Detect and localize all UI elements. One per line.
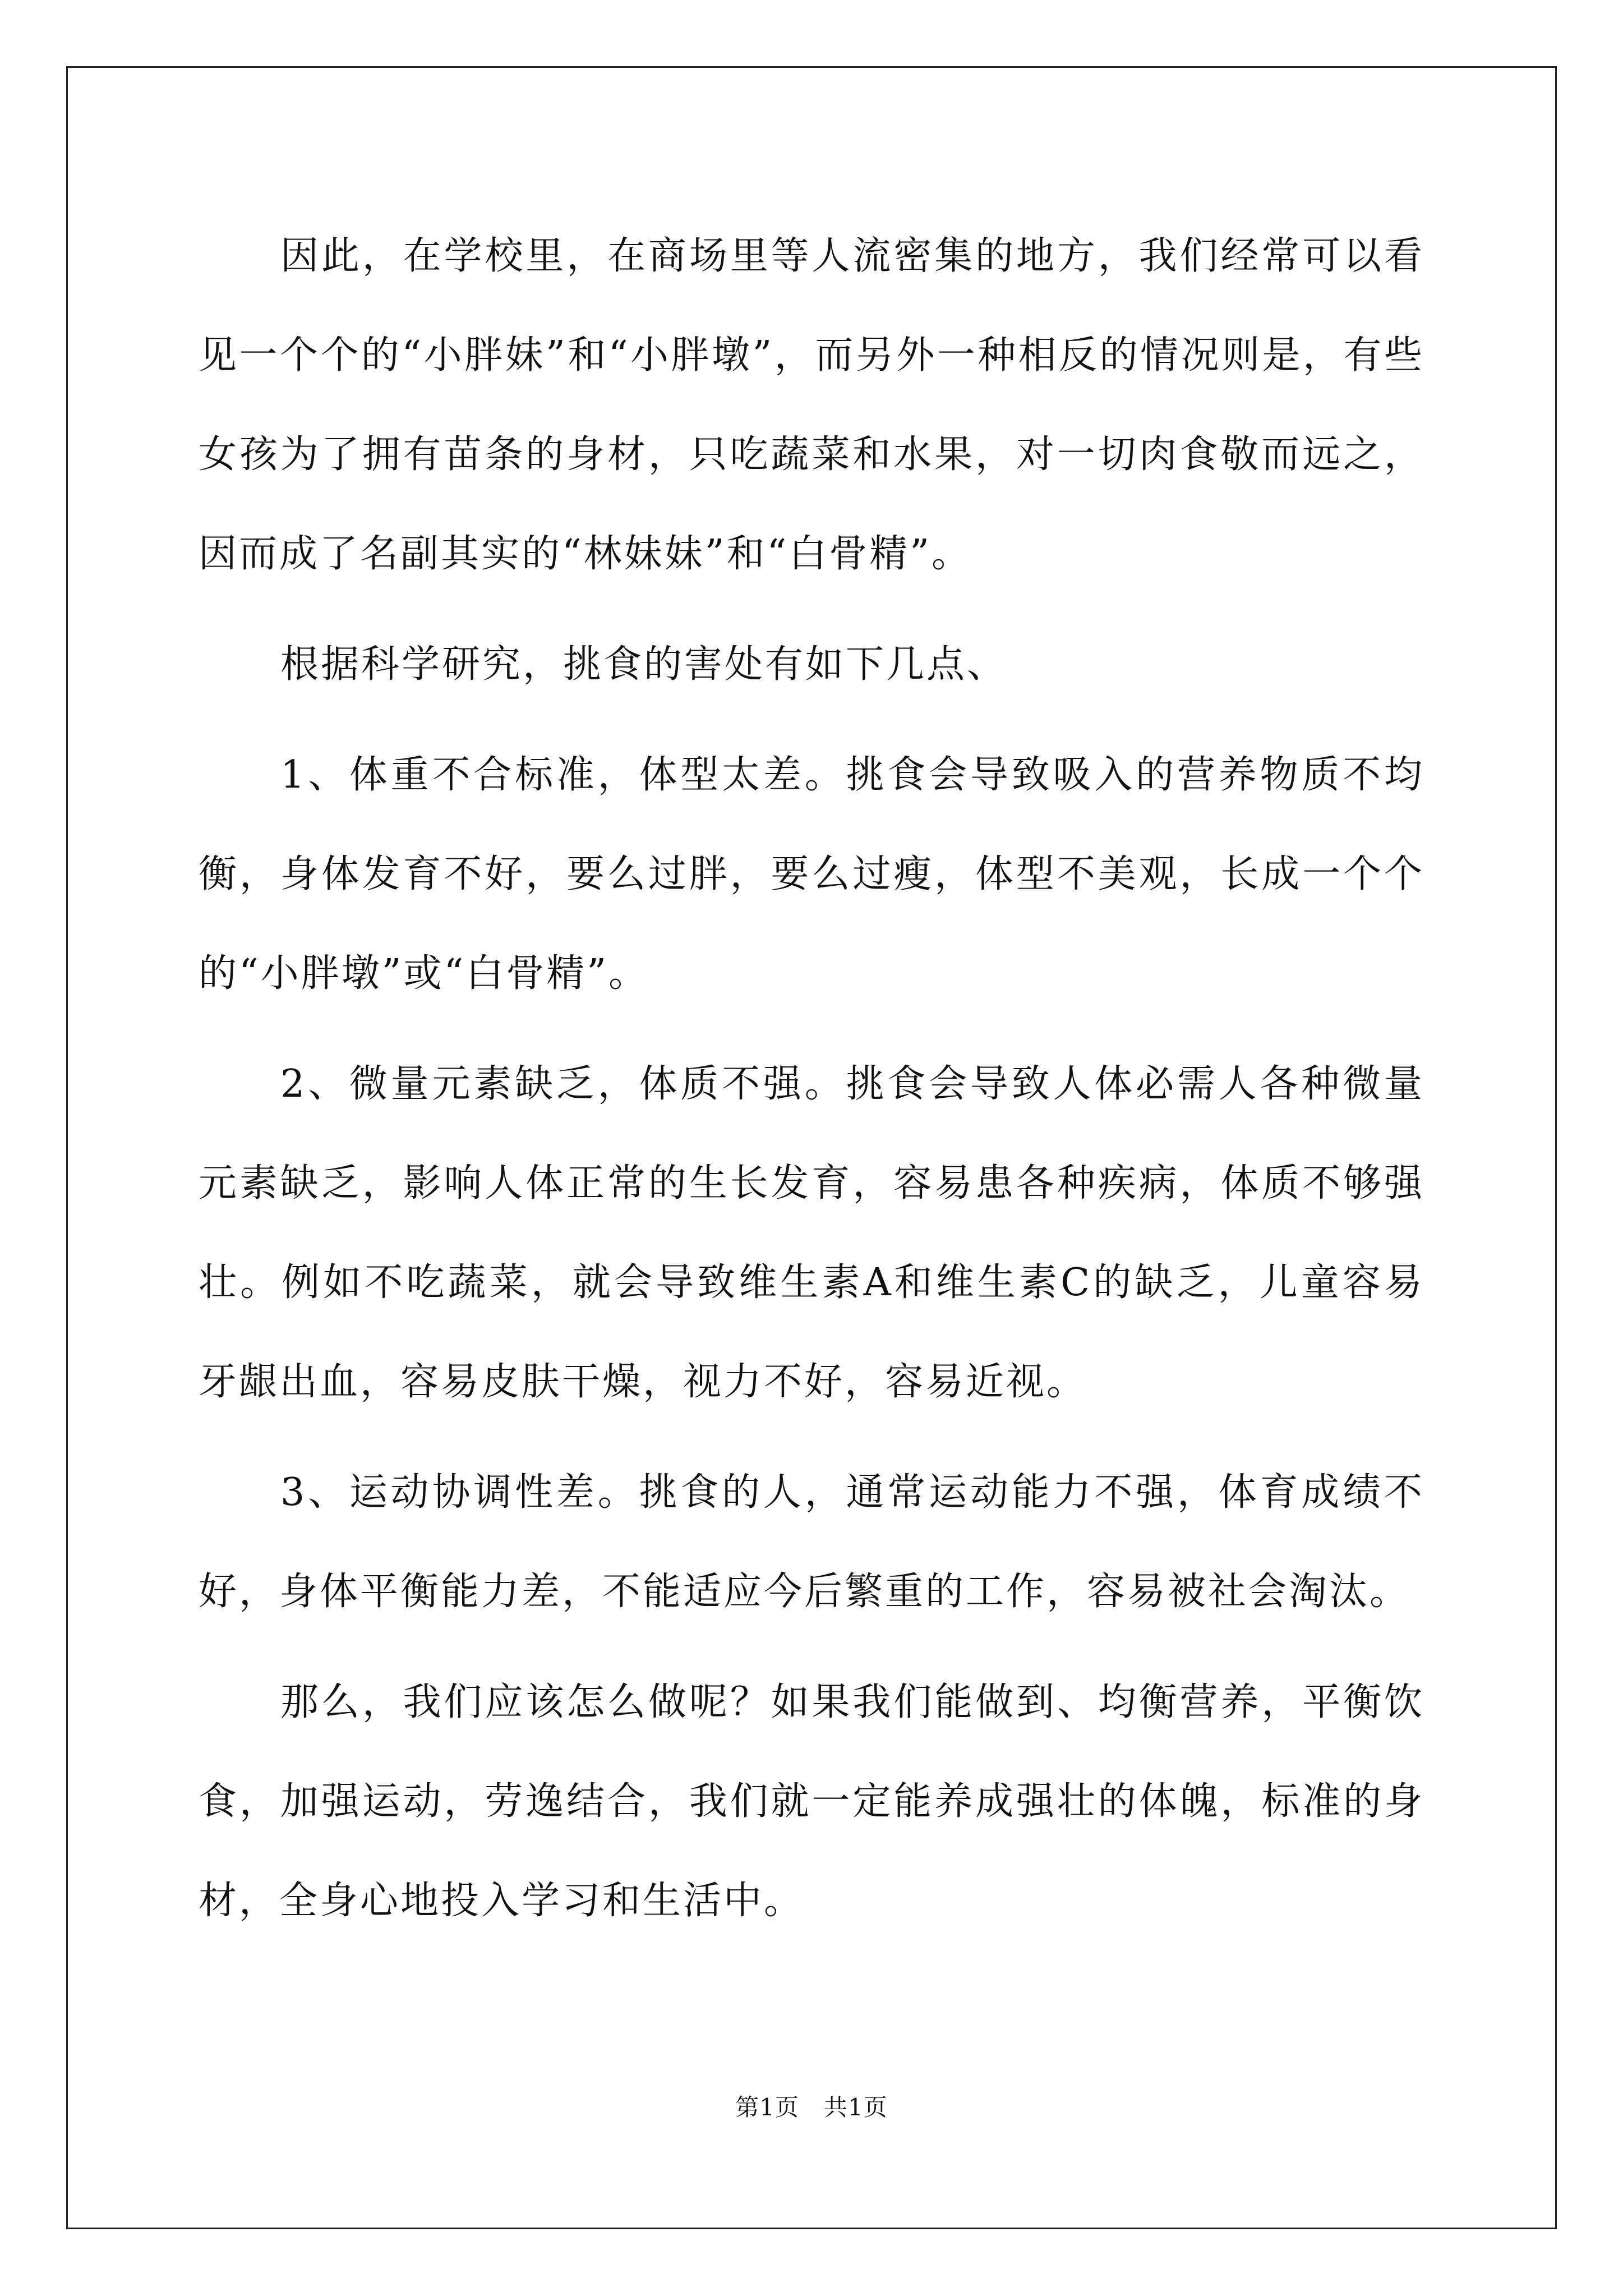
page-count: 共1页 <box>824 2093 888 2121</box>
paragraph: 3、运动协调性差。挑食的人，通常运动能力不强，体育成绩不好，身体平衡能力差，不能适应今后繁重的工作，容易被社会淘汰。 <box>199 1470 1424 1614</box>
paragraph: 那么，我们应该怎么做呢？如果我们能做到、均衡营养，平衡饮食，加强运动，劳逸结合，我们就一定能养成强壮的体魄，标准的身材，全身心地投入学习和生活中。 <box>199 1680 1424 1923</box>
document-body <box>199 206 1424 1962</box>
paragraph: 根据科学研究，挑食的害处有如下几点、 <box>280 642 1008 687</box>
paragraph: 1、体重不合标准，体型太差。挑食会导致吸入的营养物质不均衡，身体发育不好，要么过胖，要么过瘦，体型不美观，长成一个个的“小胖墩”或“白骨精”。 <box>199 753 1424 996</box>
page-footer <box>0 2091 1623 2124</box>
paragraph: 2、微量元素缺乏，体质不强。挑食会导致人体必需人各种微量元素缺乏，影响人体正常的生长发育，容易患各种疾病，体质不够强壮。例如不吃蔬菜，就会导致维生素A和维生素C的缺乏，儿童容易牙龈出血，容易皮肤干燥，视力不好，容易近视。 <box>199 1062 1424 1404</box>
page-number: 第1页 <box>735 2093 799 2121</box>
paragraph: 因此，在学校里，在商场里等人流密集的地方，我们经常可以看见一个个的“小胖妹”和“小胖墩”，而另外一种相反的情况则是，有些女孩为了拥有苗条的身材，只吃蔬菜和水果，对一切肉食敬而远之，因而成了名副其实的“林妹妹”和“白骨精”。 <box>199 234 1424 576</box>
